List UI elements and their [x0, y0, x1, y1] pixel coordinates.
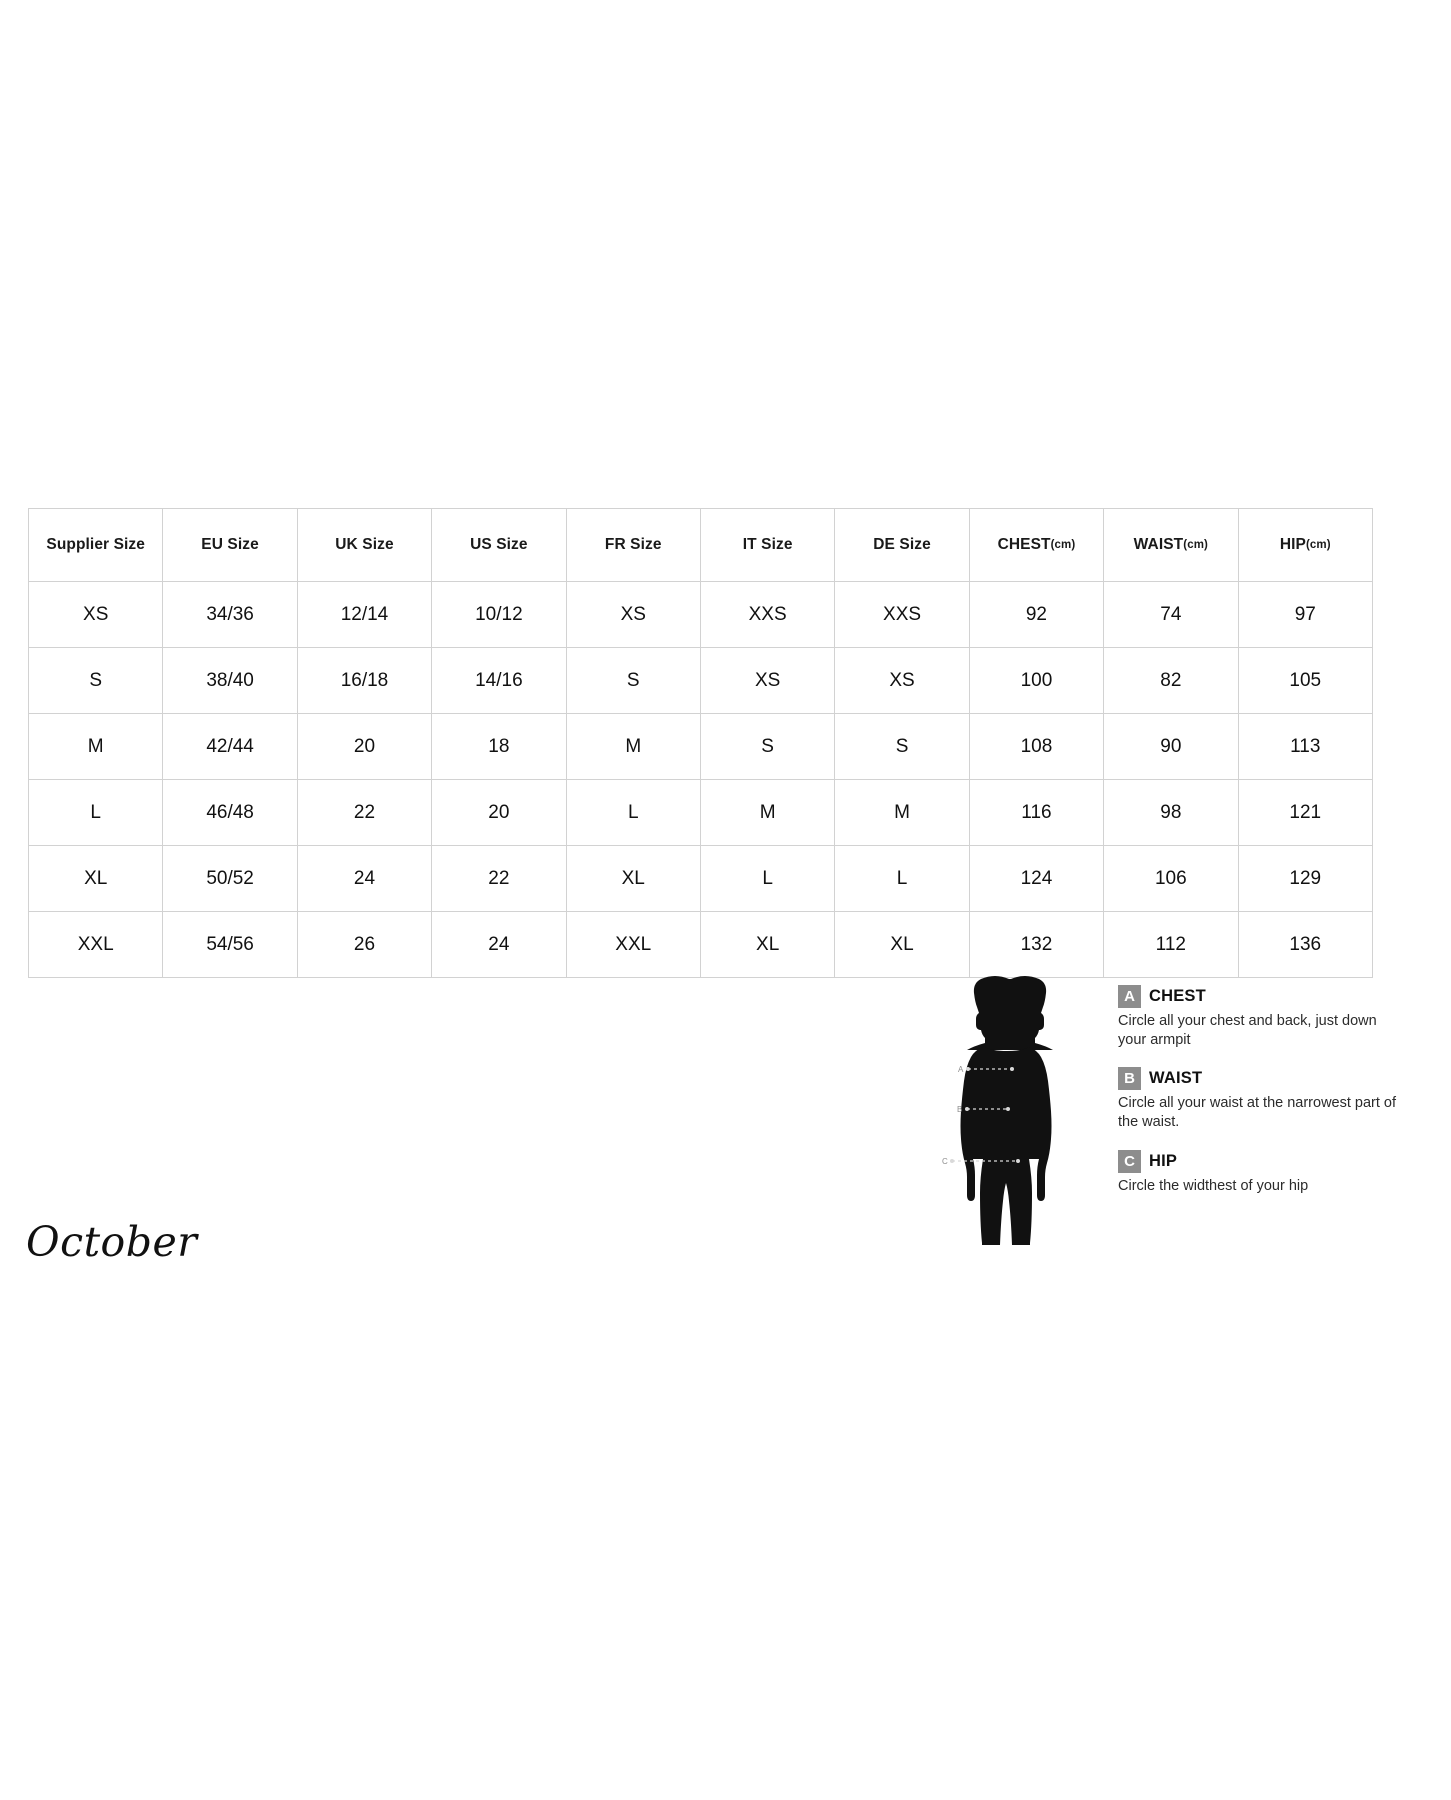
- legend-title-waist: WAIST: [1149, 1069, 1203, 1088]
- measurement-legend: [1118, 985, 1403, 1213]
- cell-chest: 92: [969, 582, 1103, 648]
- legend-head: [1118, 985, 1403, 1008]
- cell-hip: 113: [1238, 714, 1372, 780]
- cell-fr-size: L: [566, 780, 700, 846]
- column-header-eu-size: [163, 509, 297, 582]
- measurement-guide: [930, 975, 1400, 1265]
- legend-item-hip: [1118, 1150, 1403, 1196]
- cell-it-size: M: [700, 780, 834, 846]
- cell-uk-size: 22: [297, 780, 431, 846]
- cell-us-size: 20: [432, 780, 566, 846]
- cell-hip: 97: [1238, 582, 1372, 648]
- column-header-label: EU Size: [201, 536, 259, 553]
- cell-waist: 74: [1104, 582, 1238, 648]
- column-header-uk-size: [297, 509, 431, 582]
- brand-wordmark: October: [26, 1218, 198, 1266]
- cell-waist: 106: [1104, 846, 1238, 912]
- column-header-label: CHEST: [997, 536, 1051, 553]
- table-row: [29, 582, 1373, 648]
- cell-us-size: 22: [432, 846, 566, 912]
- cell-chest: 100: [969, 648, 1103, 714]
- cell-supplier-size: XXL: [29, 912, 163, 978]
- cell-fr-size: XL: [566, 846, 700, 912]
- table-header-row: [29, 509, 1373, 582]
- column-header-it-size: [700, 509, 834, 582]
- cell-us-size: 14/16: [432, 648, 566, 714]
- cell-it-size: L: [700, 846, 834, 912]
- cell-hip: 129: [1238, 846, 1372, 912]
- cell-eu-size: 34/36: [163, 582, 297, 648]
- legend-description-waist: Circle all your waist at the narrowest part of the waist.: [1118, 1095, 1397, 1131]
- column-header-label: Supplier Size: [46, 536, 146, 554]
- body-figure-illustration: [930, 975, 1090, 1265]
- column-header-us-size: [432, 509, 566, 582]
- legend-title-hip: HIP: [1149, 1151, 1178, 1170]
- table-row: [29, 846, 1373, 912]
- cell-uk-size: 20: [297, 714, 431, 780]
- legend-description-chest: Circle all your chest and back, just down your armpit: [1118, 1013, 1377, 1049]
- column-header-label: FR Size: [604, 536, 662, 553]
- cell-hip: 136: [1238, 912, 1372, 978]
- cell-uk-size: 26: [297, 912, 431, 978]
- legend-item-waist: [1118, 1067, 1403, 1132]
- column-header-label: WAIST: [1133, 536, 1184, 553]
- table-row: [29, 714, 1373, 780]
- cell-chest: 108: [969, 714, 1103, 780]
- cell-fr-size: M: [566, 714, 700, 780]
- cell-de-size: S: [835, 714, 969, 780]
- legend-badge-b: B: [1118, 1067, 1141, 1090]
- cell-eu-size: 50/52: [163, 846, 297, 912]
- cell-de-size: M: [835, 780, 969, 846]
- column-header-waist: [1104, 509, 1238, 582]
- table-row: [29, 648, 1373, 714]
- cell-de-size: L: [835, 846, 969, 912]
- cell-fr-size: XS: [566, 582, 700, 648]
- cell-hip: 121: [1238, 780, 1372, 846]
- figure-label-a: A: [958, 1065, 964, 1074]
- legend-head: [1118, 1150, 1403, 1173]
- cell-waist: 98: [1104, 780, 1238, 846]
- size-chart-container: [28, 508, 1373, 978]
- cell-supplier-size: L: [29, 780, 163, 846]
- cell-chest: 132: [969, 912, 1103, 978]
- cell-supplier-size: XL: [29, 846, 163, 912]
- cell-waist: 112: [1104, 912, 1238, 978]
- cell-hip: 105: [1238, 648, 1372, 714]
- cell-uk-size: 24: [297, 846, 431, 912]
- legend-badge-c: C: [1118, 1150, 1141, 1173]
- column-header-supplier-size: [29, 509, 163, 582]
- size-chart-table: [28, 508, 1373, 978]
- cell-de-size: XS: [835, 648, 969, 714]
- cell-supplier-size: S: [29, 648, 163, 714]
- cell-eu-size: 54/56: [163, 912, 297, 978]
- column-header-label: DE Size: [873, 536, 931, 553]
- table-row: [29, 912, 1373, 978]
- cell-it-size: XS: [700, 648, 834, 714]
- cell-uk-size: 12/14: [297, 582, 431, 648]
- cell-waist: 90: [1104, 714, 1238, 780]
- cell-fr-size: XXL: [566, 912, 700, 978]
- cell-eu-size: 46/48: [163, 780, 297, 846]
- cell-de-size: XXS: [835, 582, 969, 648]
- cell-chest: 116: [969, 780, 1103, 846]
- cell-waist: 82: [1104, 648, 1238, 714]
- column-header-de-size: [835, 509, 969, 582]
- figure-label-c: C: [942, 1157, 948, 1166]
- table-row: [29, 780, 1373, 846]
- cell-chest: 124: [969, 846, 1103, 912]
- cell-eu-size: 42/44: [163, 714, 297, 780]
- legend-description-hip: Circle the widthest of your hip: [1118, 1177, 1309, 1194]
- cell-it-size: XL: [700, 912, 834, 978]
- cell-us-size: 24: [432, 912, 566, 978]
- column-header-label: US Size: [470, 536, 528, 553]
- size-chart-header: [29, 509, 1373, 582]
- cell-supplier-size: XS: [29, 582, 163, 648]
- column-header-unit: (cm): [1183, 539, 1208, 551]
- cell-us-size: 10/12: [432, 582, 566, 648]
- column-header-hip: [1238, 509, 1372, 582]
- cell-supplier-size: M: [29, 714, 163, 780]
- figure-label-b: B: [957, 1105, 963, 1114]
- column-header-chest: [969, 509, 1103, 582]
- cell-fr-size: S: [566, 648, 700, 714]
- cell-it-size: XXS: [700, 582, 834, 648]
- cell-eu-size: 38/40: [163, 648, 297, 714]
- female-body-silhouette-icon: [930, 975, 1090, 1265]
- column-header-fr-size: [566, 509, 700, 582]
- cell-uk-size: 16/18: [297, 648, 431, 714]
- size-chart-body: [29, 582, 1373, 978]
- cell-us-size: 18: [432, 714, 566, 780]
- column-header-label: UK Size: [335, 536, 394, 553]
- legend-head: [1118, 1067, 1403, 1090]
- legend-title-chest: CHEST: [1149, 987, 1206, 1005]
- legend-item-chest: [1118, 985, 1403, 1050]
- cell-de-size: XL: [835, 912, 969, 978]
- column-header-label: HIP: [1279, 536, 1306, 553]
- cell-it-size: S: [700, 714, 834, 780]
- legend-badge-a: A: [1118, 985, 1141, 1008]
- column-header-label: IT Size: [742, 536, 793, 553]
- column-header-unit: (cm): [1050, 539, 1076, 551]
- column-header-unit: (cm): [1305, 539, 1331, 551]
